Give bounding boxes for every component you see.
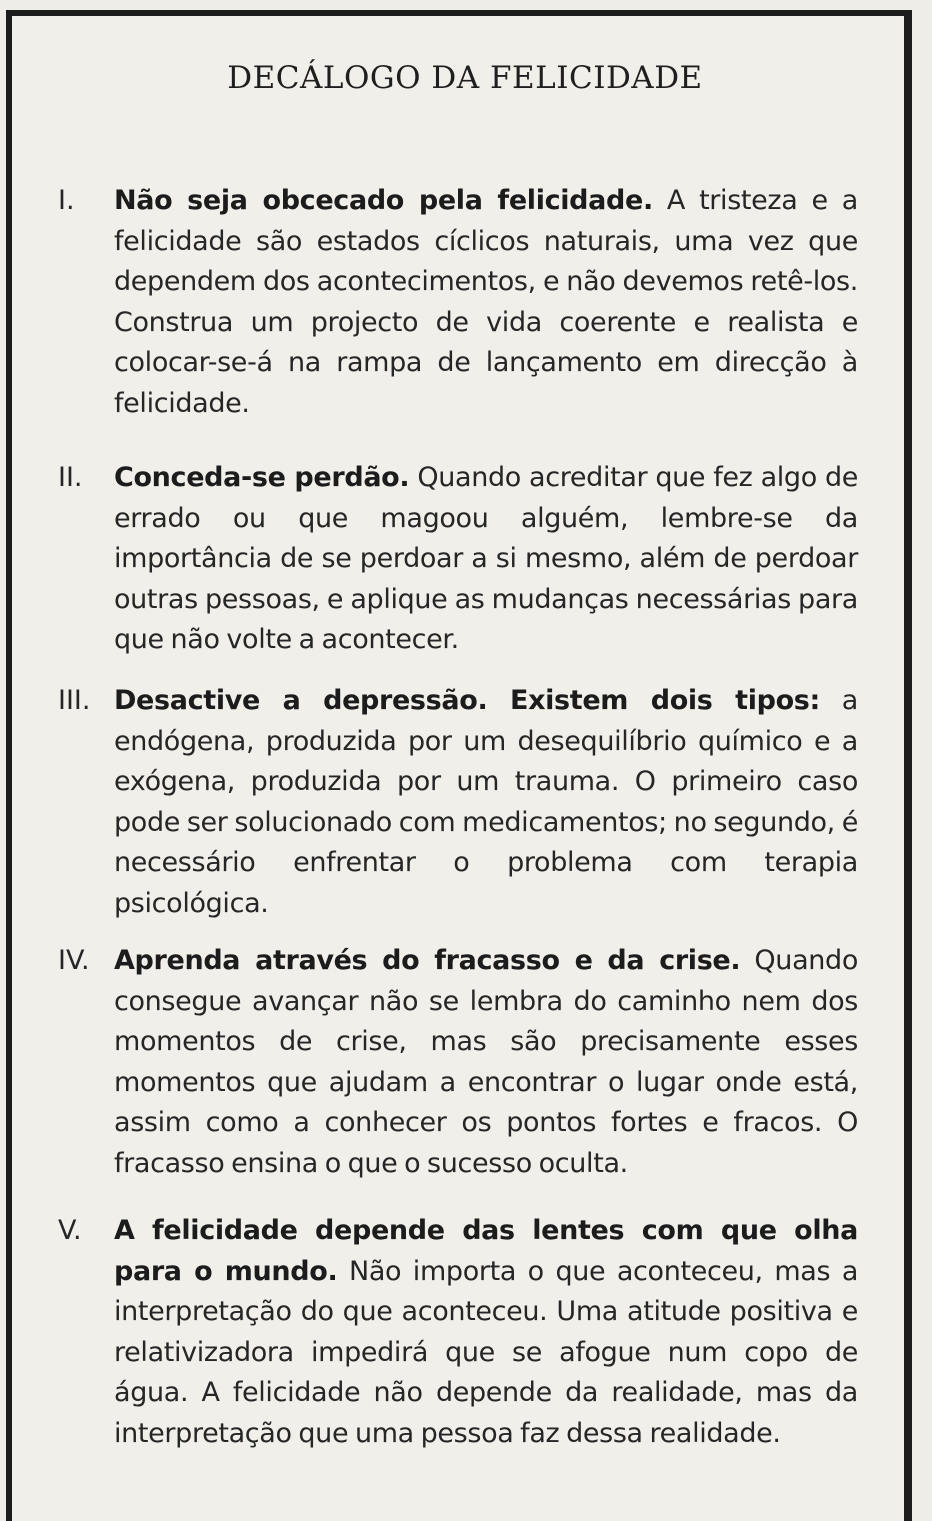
item-text [114, 1211, 858, 1455]
document-frame [6, 10, 912, 1521]
item-text [114, 458, 858, 661]
item-body: A tristeza e a felicidade são estados cíclicos naturais, uma vez que dependem dos acontecimentos, e não devemos retê-los. Construa um projecto de vida coerente e realista e colocar-se-á na rampa de lançamento em direcção à felicidade. [114, 185, 858, 419]
list-item [58, 458, 858, 661]
item-text [114, 941, 858, 1185]
list-item [58, 1211, 858, 1455]
item-heading: Desactive a depressão. Existem dois tipos: [114, 685, 820, 716]
item-heading: Conceda-se perdão. [114, 462, 410, 493]
item-body: Quando consegue avançar não se lembra do caminho nem dos momentos de crise, mas são precisamente esses momentos que ajudam a encontrar o lugar onde está, assim como a conhecer os pontos fortes e fracos. O fracasso ensina o que o sucesso oculta. [114, 945, 858, 1179]
item-numeral: II. [58, 462, 83, 493]
list-item [58, 941, 858, 1185]
item-numeral: V. [58, 1215, 82, 1246]
item-body: a endógena, produzida por um desequilíbrio químico e a exógena, produzida por um trauma. O primeiro caso pode ser solucionado com medicamentos; no segundo, é necessário enfrentar o problema com terapia psicológica. [114, 685, 858, 919]
list-item [58, 181, 858, 425]
item-heading: Aprenda através do fracasso e da crise. [114, 945, 741, 976]
item-heading: Não seja obcecado pela felicidade. [114, 185, 653, 216]
item-text [114, 181, 858, 425]
list-item [58, 681, 858, 925]
item-numeral: IV. [58, 945, 90, 976]
item-text [114, 681, 858, 925]
item-numeral: III. [58, 685, 91, 716]
item-numeral: I. [58, 185, 75, 216]
item-heading: A felicidade depende das lentes com que olha para o mundo. [114, 1215, 858, 1287]
item-body: Quando acreditar que fez algo de errado ou que magoou alguém, lembre-se da importância de se perdoar a si mesmo, além de perdoar outras pessoas, e aplique as mudanças necessárias para que não volte a acontecer. [114, 462, 859, 656]
item-body: Não importa o que aconteceu, mas a interpretação do que aconteceu. Uma atitude positiva e relativizadora impedirá que se afogue num copo de água. A felicidade não depende da realidade, mas da interpretação que uma pessoa faz dessa realidade. [114, 1255, 859, 1449]
document-title: DECÁLOGO DA FELICIDADE [227, 60, 703, 96]
